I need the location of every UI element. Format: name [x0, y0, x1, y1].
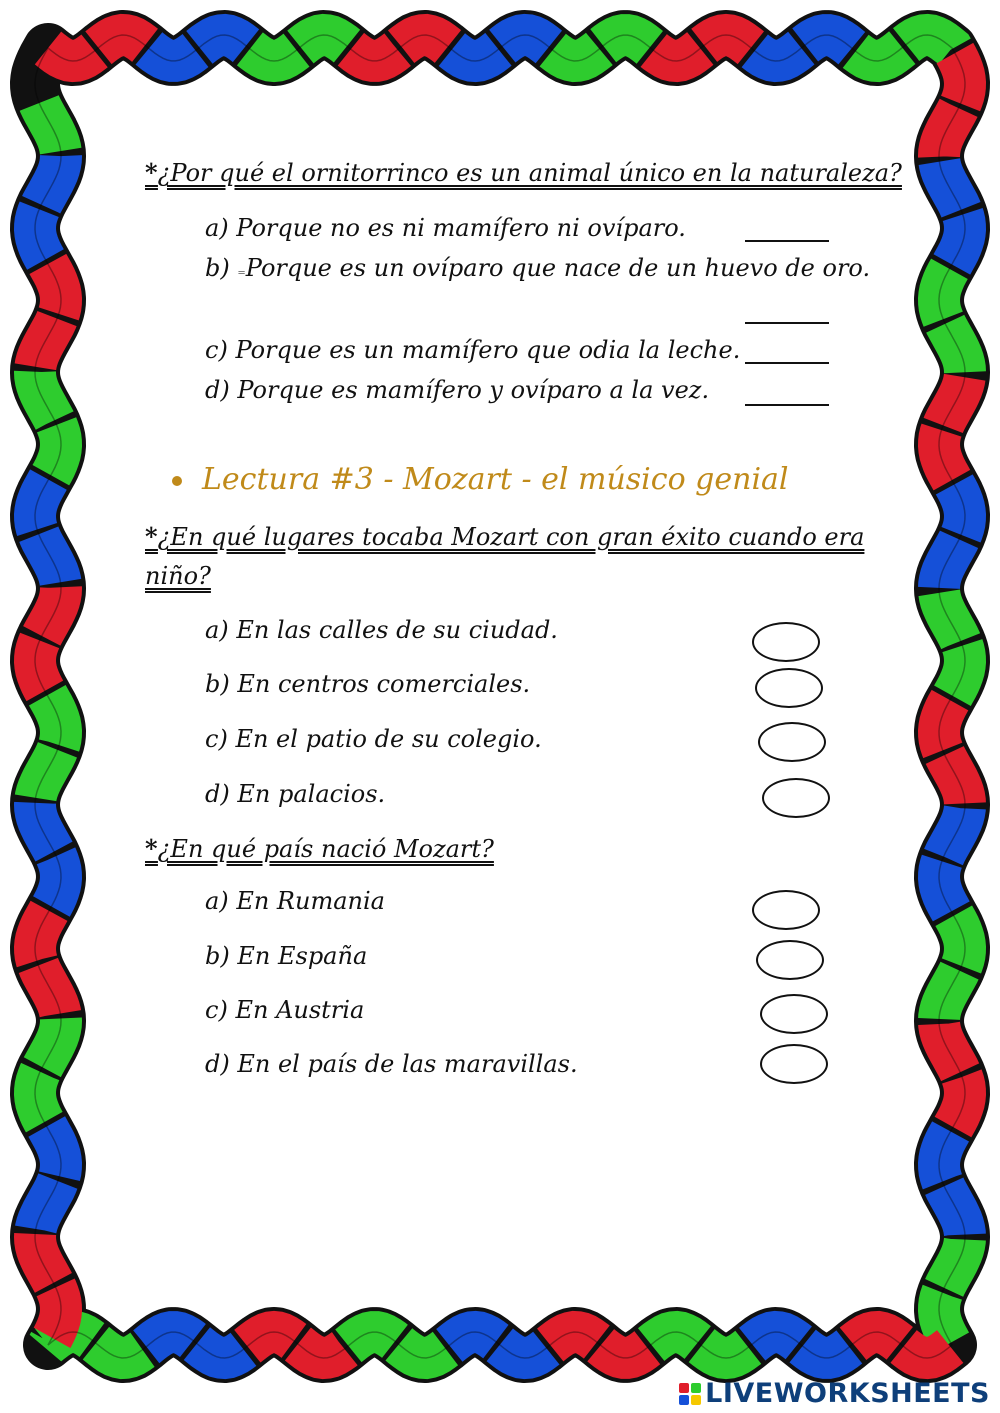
q3-option-a: a) En Rumania: [205, 887, 385, 915]
q2-option-c: c) En el patio de su colegio.: [205, 725, 542, 753]
q1-answer-blank-d[interactable]: [745, 404, 829, 406]
question-2-title-line2: niño?: [145, 562, 211, 590]
q2-option-d: d) En palacios.: [205, 780, 386, 808]
q1-answer-blank-b[interactable]: [745, 322, 829, 324]
q2-option-a: a) En las calles de su ciudad.: [205, 616, 558, 644]
q1-option-c: c) Porque es un mamífero que odia la leche.: [205, 336, 741, 364]
q2-answer-oval-a[interactable]: [752, 622, 820, 662]
tiny-mark: =: [237, 268, 246, 279]
q1-option-d: d) Porque es mamífero y ovíparo a la vez.: [205, 376, 710, 404]
q2-answer-oval-c[interactable]: [758, 722, 826, 762]
question-2-title: *¿En qué lugares tocaba Mozart con gran éxito cuando era: [145, 522, 865, 551]
q2-answer-oval-d[interactable]: [762, 778, 830, 818]
q1-option-b: b) =Porque es un ovíparo que nace de un huevo de oro.: [205, 254, 871, 282]
question-1-title: *¿Por qué el ornitorrinco es un animal único en la naturaleza?: [145, 158, 902, 187]
q3-answer-oval-d[interactable]: [760, 1044, 828, 1084]
question-3-title: *¿En qué país nació Mozart?: [145, 834, 494, 863]
q3-option-b: b) En España: [205, 942, 368, 970]
q1-option-a: a) Porque no es ni mamífero ni ovíparo.: [205, 214, 686, 242]
q3-option-c: c) En Austria: [205, 996, 365, 1024]
logo-grid-icon: [679, 1383, 701, 1405]
liveworksheets-logo: LIVEWORKSHEETS: [679, 1378, 990, 1409]
q2-option-b: b) En centros comerciales.: [205, 670, 531, 698]
bullet-icon: [172, 476, 182, 486]
q3-option-d: d) En el país de las maravillas.: [205, 1050, 578, 1078]
q1-answer-blank-a[interactable]: [745, 240, 829, 242]
q1-answer-blank-c[interactable]: [745, 362, 829, 364]
q3-answer-oval-b[interactable]: [756, 940, 824, 980]
q3-answer-oval-c[interactable]: [760, 994, 828, 1034]
question-1-text: ¿Por qué el ornitorrinco es un animal único en la naturaleza?: [157, 159, 902, 187]
q2-answer-oval-b[interactable]: [755, 668, 823, 708]
q3-answer-oval-a[interactable]: [752, 890, 820, 930]
section-heading: Lectura #3 - Mozart - el músico genial: [172, 462, 789, 497]
